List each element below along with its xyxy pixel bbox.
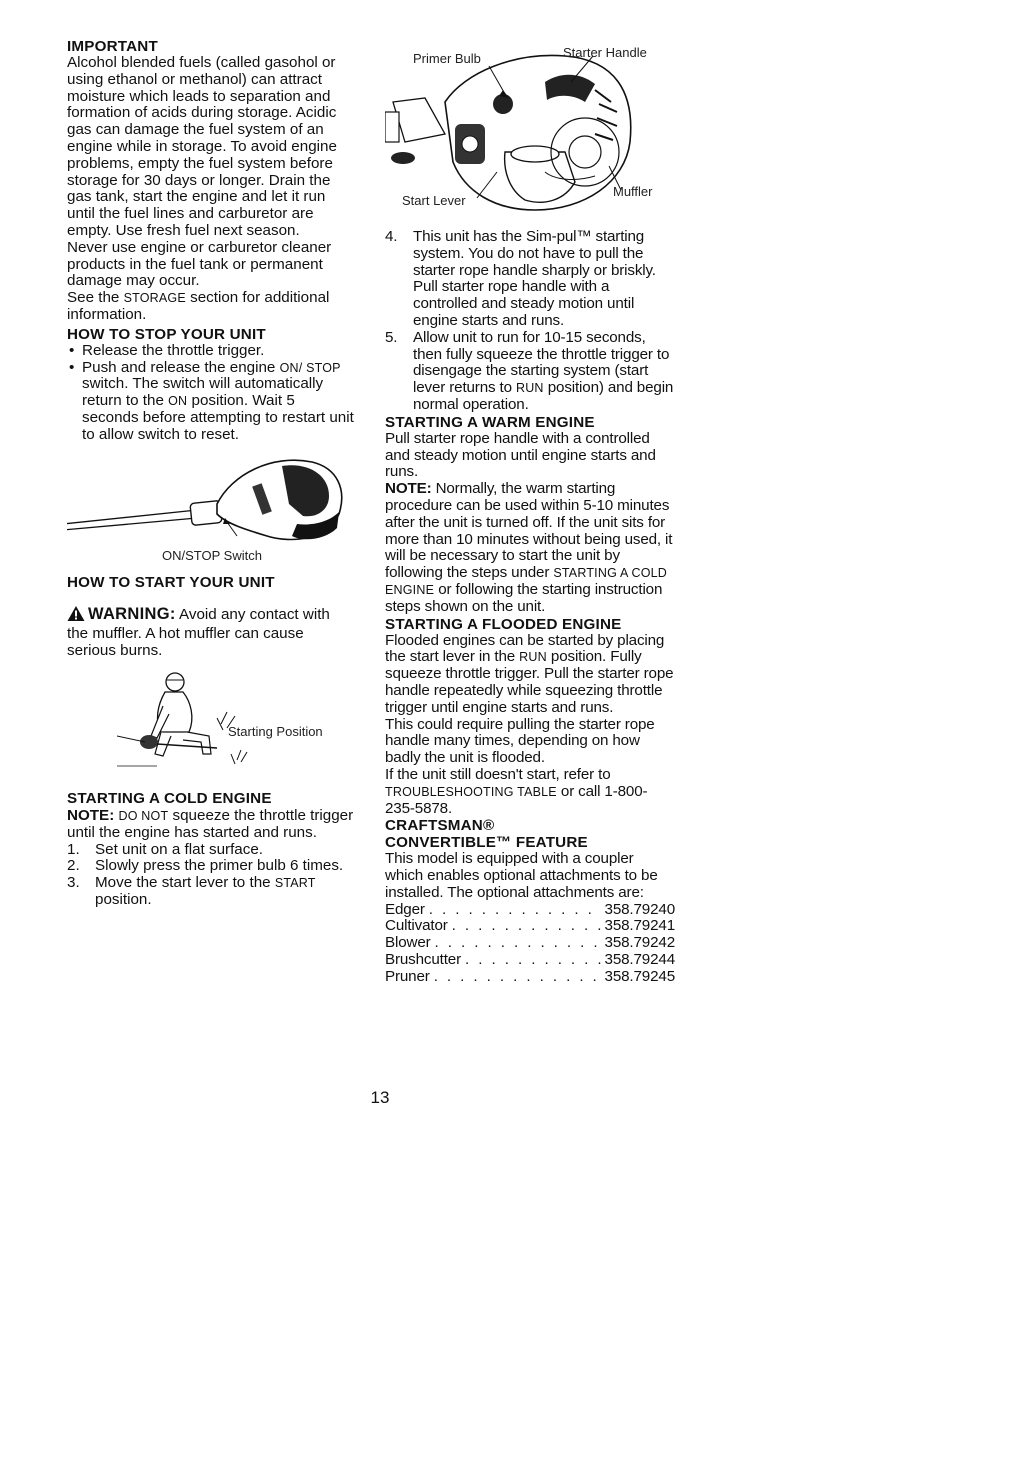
primer-bulb-label: Primer Bulb <box>413 51 481 66</box>
cold-engine-steps <box>67 842 355 909</box>
start-lever-label: Start Lever <box>402 193 466 208</box>
stop-unit-list <box>67 343 355 444</box>
list-item: Edger . . . 358.79240 <box>385 902 675 919</box>
list-item: Brushcutter . . . 358.79244 <box>385 952 675 969</box>
on-stop-switch-figure <box>67 444 355 568</box>
muffler-label: Muffler <box>613 184 653 199</box>
list-item: • Push and release the engine ON/ STOP switch. The switch will automatically return to the ON position. Wait 5 seconds before attempting to restart unit to allow switch to reset. <box>67 360 355 444</box>
warm-engine-text: Pull starter rope handle with a controlled and steady motion until engine starts and runs. <box>385 429 656 481</box>
troubleshooting-reference: If the unit still doesn't start, refer to TROUBLESHOOTING TABLE or call 1-800-235-5878. <box>385 765 648 817</box>
starting-position-figure <box>67 666 355 778</box>
warning-label: WARNING: <box>88 604 176 623</box>
list-item: • Release the throttle trigger. <box>67 343 355 360</box>
convertible-feature-text: This model is equipped with a coupler which enables optional attachments to be installed. The optional attachments are: <box>385 850 658 901</box>
stop-unit-heading: HOW TO STOP YOUR UNIT <box>67 325 266 343</box>
flooded-engine-text: Flooded engines can be started by placing the start lever in the RUN position. Fully squeeze throttle trigger. Pull the starter rope handle repeatedly while squeezing throttle trigger until engine starts and runs. <box>385 631 674 716</box>
on-stop-switch-label: ON/STOP Switch <box>162 547 262 563</box>
list-item: 4. This unit has the Sim-pul™ starting system. You do not have to pull the starter rope handle sharply or briskly. Pull starter rope handle with a controlled and steady motion until engine starts and runs. <box>385 228 656 329</box>
list-item: 5. Allow unit to run for 10-15 seconds, then fully squeeze the throttle trigger to disengage the starting system (start lever returns to RUN position) and begin normal operation. <box>385 328 674 413</box>
flooded-engine-text-2: This could require pulling the starter rope handle many times, depending on how badly the unit is flooded. <box>385 715 655 767</box>
starting-position-label: Starting Position <box>228 723 323 739</box>
warm-engine-heading: STARTING A WARM ENGINE <box>385 413 595 431</box>
flooded-engine-heading: STARTING A FLOODED ENGINE <box>385 615 622 633</box>
list-item: Blower . . . 358.79242 <box>385 935 675 952</box>
starting-steps-continued <box>385 229 675 414</box>
starter-handle-label: Starter Handle <box>563 45 647 60</box>
engine-controls-figure <box>385 42 675 224</box>
trimmer-handle-illustration <box>67 444 355 554</box>
cold-engine-note: NOTE: DO NOT squeeze the throttle trigger until the engine has started and runs. <box>67 806 354 841</box>
operator-starting-illustration <box>117 666 287 778</box>
craftsman-heading: CRAFTSMAN® <box>385 817 495 835</box>
important-heading: IMPORTANT <box>67 38 158 55</box>
list-item: 1. Set unit on a flat surface. <box>67 840 264 858</box>
list-item: Pruner . . . 358.79245 <box>385 969 675 986</box>
left-column <box>67 38 355 909</box>
list-item: Cultivator . . . 358.79241 <box>385 918 675 935</box>
warning-triangle-icon <box>67 605 85 627</box>
list-item: 2. Slowly press the primer bulb 6 times. <box>67 857 344 875</box>
convertible-feature-heading: CONVERTIBLE™ FEATURE <box>385 834 588 852</box>
attachments-list <box>385 902 675 986</box>
important-paragraph: Alcohol blended fuels (called gasohol or using ethanol or methanol) can attract moisture which leads to separation and formation of acids during storage. Acidic gas can damage the fuel system of an engine while in storage. To avoid engine problems, empty the fuel system before storage for 30 days or longer. Drain the gas tank, start the engine and let it run until the fuel lines and carburetor are empty. Use fresh fuel next season. <box>67 54 337 239</box>
start-unit-heading: HOW TO START YOUR UNIT <box>67 573 275 591</box>
cold-engine-heading: STARTING A COLD ENGINE <box>67 789 272 807</box>
warm-engine-note: NOTE: Normally, the warm starting procedure can be used within 5-10 minutes after the unit is turned off. If the unit sits for more than 10 minutes without being used, it will be necessary to start the unit by following the steps under STARTING A COLD ENGINE or following the starting instruction steps shown on the unit. <box>385 480 673 615</box>
warning-text: Avoid any contact with the muffler. A hot muffler can cause serious burns. <box>67 605 330 660</box>
cleaner-warning-paragraph: Never use engine or carburetor cleaner products in the fuel tank or permanent damage may occur. <box>67 238 332 290</box>
warning-block <box>67 605 355 660</box>
list-item: 3. Move the start lever to the START position. <box>67 874 316 908</box>
storage-reference-paragraph: See the STORAGE section for additional information. <box>67 289 330 323</box>
right-column <box>385 42 675 986</box>
page-number: 13 <box>370 1088 390 1107</box>
